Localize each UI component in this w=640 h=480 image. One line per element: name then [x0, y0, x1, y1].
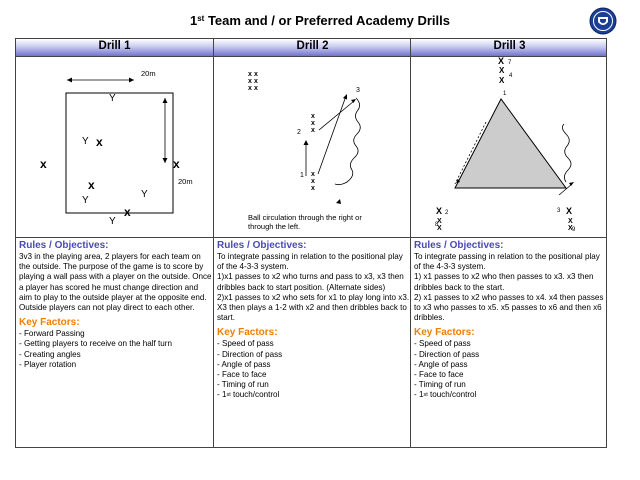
svg-text:X: X [568, 218, 573, 225]
svg-text:x: x [248, 85, 252, 92]
player-y: Y [109, 216, 116, 227]
rules-heading: Rules / Objectives: [217, 240, 307, 251]
key-factor: - Direction of pass [217, 349, 283, 359]
svg-text:x: x [248, 78, 252, 85]
position-number: 2 [445, 210, 449, 216]
drill-1-diagram [16, 56, 213, 237]
dribble-line [562, 124, 571, 182]
rules-text: 3v3 in the playing area, 2 players for each team on the outside. The purpose of the game is to score by playing a wall pass with a player on the outside. Once a player has scored he must change direction and aim to play to the outside player at the opposite end. Outside players can not play direct to each other. [19, 252, 212, 313]
svg-text:x: x [254, 78, 258, 85]
key-factor: - 1st touch/control [217, 390, 280, 400]
svg-text:x: x [254, 71, 258, 78]
player-x: x [88, 178, 95, 192]
key-factor: - Angle of pass [217, 359, 271, 369]
key-factor: - Face to face [217, 370, 267, 380]
drill-3-title: Drill 3 [493, 40, 526, 52]
key-factor: - Direction of pass [414, 349, 480, 359]
drill-3-rules [414, 240, 607, 401]
key-factor: - Creating angles [19, 349, 81, 359]
player-y: Y [109, 93, 116, 104]
key-factor: - Speed of pass [217, 339, 274, 349]
svg-text:x: x [248, 71, 252, 78]
drill-1-title: Drill 1 [98, 40, 131, 52]
position-number: 4 [509, 73, 513, 79]
dimension-side-label: 20m [178, 177, 193, 186]
pass-arrow [319, 101, 354, 130]
player-x: x [173, 157, 180, 171]
drill-2-diagram [214, 56, 410, 237]
club-crest-logo [589, 7, 617, 35]
key-factor: - Angle of pass [414, 359, 468, 369]
rules-text: 1) x1 passes to x2 who then passes to x3. x3 then dribbles back to the start. [414, 272, 594, 292]
svg-text:x: x [311, 113, 315, 120]
rules-text: 2)x1 passes to x2 who sets for x1 to play long into x3. X3 then plays a 1-2 with x2 and then dribbles back to start. [217, 292, 410, 323]
rules-text: 1)x1 passes to x2 who turns and pass to x3, x3 then dribbles back to start position. (Alternate sides) [217, 272, 404, 292]
svg-text:X: X [437, 218, 442, 225]
position-number: 9 [572, 227, 576, 233]
key-factor: - Forward Passing [19, 329, 85, 339]
player-x: x [96, 135, 103, 149]
key-factors-heading: Key Factors: [217, 327, 278, 339]
diagram-2-caption: Ball circulation through the right or through the left. [248, 213, 362, 231]
svg-text:x: x [311, 178, 315, 185]
key-factor: - 1st touch/control [414, 390, 477, 400]
svg-text:X: X [566, 206, 573, 216]
drill-2-rules [217, 240, 410, 401]
svg-text:X: X [437, 225, 442, 232]
pass-arrow [318, 96, 346, 174]
svg-text:X: X [499, 76, 505, 85]
dribble-line [335, 98, 360, 185]
position-number: 2 [297, 129, 301, 136]
key-factor: - Speed of pass [414, 339, 471, 349]
key-factors-heading: Key Factors: [19, 317, 80, 329]
svg-text:x: x [311, 185, 315, 192]
svg-text:X: X [499, 66, 505, 75]
player-x-group [248, 71, 315, 192]
rules-heading: Rules / Objectives: [414, 240, 504, 251]
rules-text: To integrate passing in relation to the positional play of the 4-3-3 system. [414, 252, 600, 272]
key-factor: - Player rotation [19, 359, 77, 369]
player-y: Y [141, 189, 148, 200]
page-title: 1st Team and / or Preferred Academy Drills [189, 13, 450, 28]
passing-triangle [455, 99, 566, 188]
drill-2-title: Drill 2 [296, 40, 329, 52]
rules-heading: Rules / Objectives: [19, 240, 109, 251]
player-x: x [40, 157, 47, 171]
svg-text:x: x [311, 127, 315, 134]
key-factor: - Timing of run [414, 380, 466, 390]
key-factor: - Face to face [414, 370, 464, 380]
player-y: Y [82, 136, 89, 147]
key-factor: - Timing of run [217, 380, 269, 390]
player-y: Y [82, 195, 89, 206]
drills-sheet [15, 38, 607, 448]
dimension-top-label: 20m [141, 69, 156, 78]
svg-text:x: x [254, 85, 258, 92]
key-factor: - Getting players to receive on the half turn [19, 339, 172, 349]
svg-text:x: x [311, 120, 315, 127]
row-divider [16, 237, 606, 238]
position-number: 3 [356, 87, 360, 94]
rules-text: 2) x1 passes to x2 who passes to x4. x4 then passes to x3 who passes to x5. x5 passes to x6 and then x6 dribbles. [414, 292, 604, 323]
svg-text:X: X [568, 225, 573, 232]
position-number: 1 [503, 91, 507, 97]
drill-1-rules [19, 240, 212, 370]
position-number: 3 [557, 208, 561, 214]
svg-text:x: x [311, 171, 315, 178]
rules-text: To integrate passing in relation to the positional play of the 4-3-3 system. [217, 252, 403, 272]
position-number: 1 [300, 172, 304, 179]
position-number: 7 [508, 60, 512, 66]
position-number: 8 [435, 222, 439, 228]
player-x: x [124, 205, 131, 219]
key-factors-heading: Key Factors: [414, 327, 475, 339]
svg-text:X: X [498, 56, 505, 66]
drill-3-diagram [411, 56, 606, 237]
svg-text:X: X [436, 206, 443, 216]
